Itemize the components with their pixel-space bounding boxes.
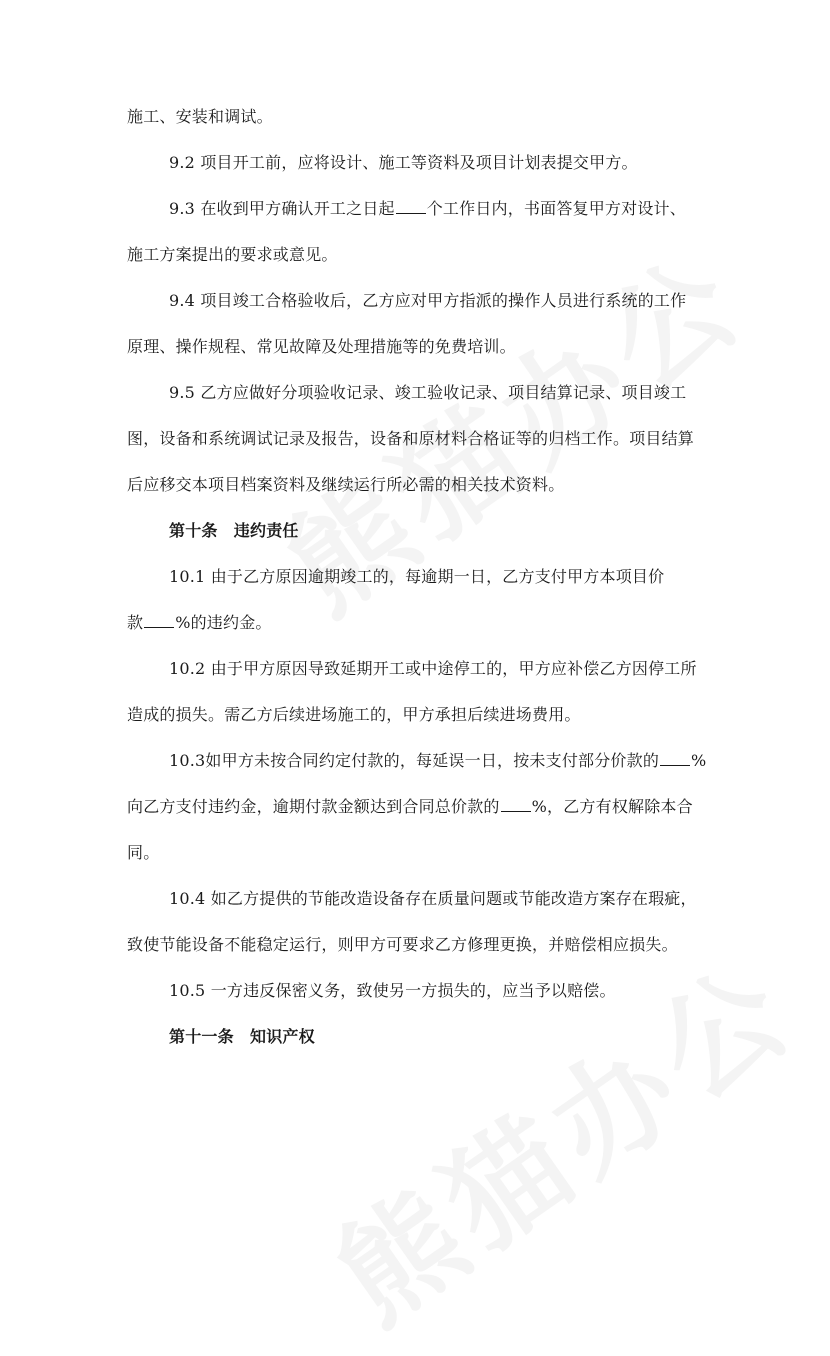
- clause-text: 款: [127, 613, 144, 632]
- clause-9-3: [169, 199, 686, 219]
- clause-10-4: 10.4 如乙方提供的节能改造设备存在质量问题或节能改造方案存在瑕疵，: [169, 889, 697, 908]
- clause-text: 10.3如甲方未按合同约定付款的，每延误一日，按未支付部分价款的: [169, 751, 660, 770]
- fill-in-blank: [501, 797, 531, 812]
- clause-text: 向乙方支付违约金，逾期付款金额达到合同总价款的: [127, 797, 500, 816]
- clause-text: 个工作日内，书面答复甲方对设计、: [426, 199, 686, 218]
- fill-in-blank: [396, 199, 426, 214]
- paragraph-line: 造成的损失。需乙方后续进场施工的，甲方承担后续进场费用。: [127, 705, 581, 724]
- fill-in-blank: [660, 751, 690, 766]
- paragraph-line: 施工、安装和调试。: [127, 107, 273, 126]
- clause-10-3: [169, 751, 706, 771]
- paragraph-line: 图，设备和系统调试记录及报告，设备和原材料合格证等的归档工作。项目结算: [127, 429, 695, 448]
- clause-9-2: 9.2 项目开工前，应将设计、施工等资料及项目计划表提交甲方。: [169, 153, 638, 172]
- clause-text: 9.3 在收到甲方确认开工之日起: [169, 199, 395, 218]
- paragraph-line: 致使节能设备不能稳定运行，则甲方可要求乙方修理更换，并赔偿相应损失。: [127, 935, 678, 954]
- paragraph-line: 施工方案提出的要求或意见。: [127, 245, 338, 264]
- paragraph-line: [127, 797, 693, 817]
- paragraph-line: 同。: [127, 843, 160, 862]
- clause-10-5: 10.5 一方违反保密义务，致使另一方损失的，应当予以赔偿。: [169, 981, 616, 1000]
- clause-text: %，乙方有权解除本合: [531, 797, 693, 816]
- clause-text: %: [691, 751, 707, 770]
- paragraph-line: 原理、操作规程、常见故障及处理措施等的免费培训。: [127, 337, 516, 356]
- clause-10-2: 10.2 由于甲方原因导致延期开工或中途停工的，甲方应补偿乙方因停工所: [169, 659, 697, 678]
- clause-10-1: 10.1 由于乙方原因逾期竣工的，每逾期一日，乙方支付甲方本项目价: [169, 567, 665, 586]
- paragraph-line: [127, 613, 272, 633]
- clause-text: %的违约金。: [175, 613, 272, 632]
- section-heading-article-10: 第十条 违约责任: [169, 521, 299, 540]
- fill-in-blank: [144, 613, 174, 628]
- section-heading-article-11: 第十一条 知识产权: [169, 1027, 315, 1046]
- paragraph-line: 后应移交本项目档案资料及继续运行所必需的相关技术资料。: [127, 475, 565, 494]
- clause-9-4: 9.4 项目竣工合格验收后，乙方应对甲方指派的操作人员进行系统的工作: [169, 291, 687, 310]
- clause-9-5: 9.5 乙方应做好分项验收记录、竣工验收记录、项目结算记录、项目竣工: [169, 383, 687, 402]
